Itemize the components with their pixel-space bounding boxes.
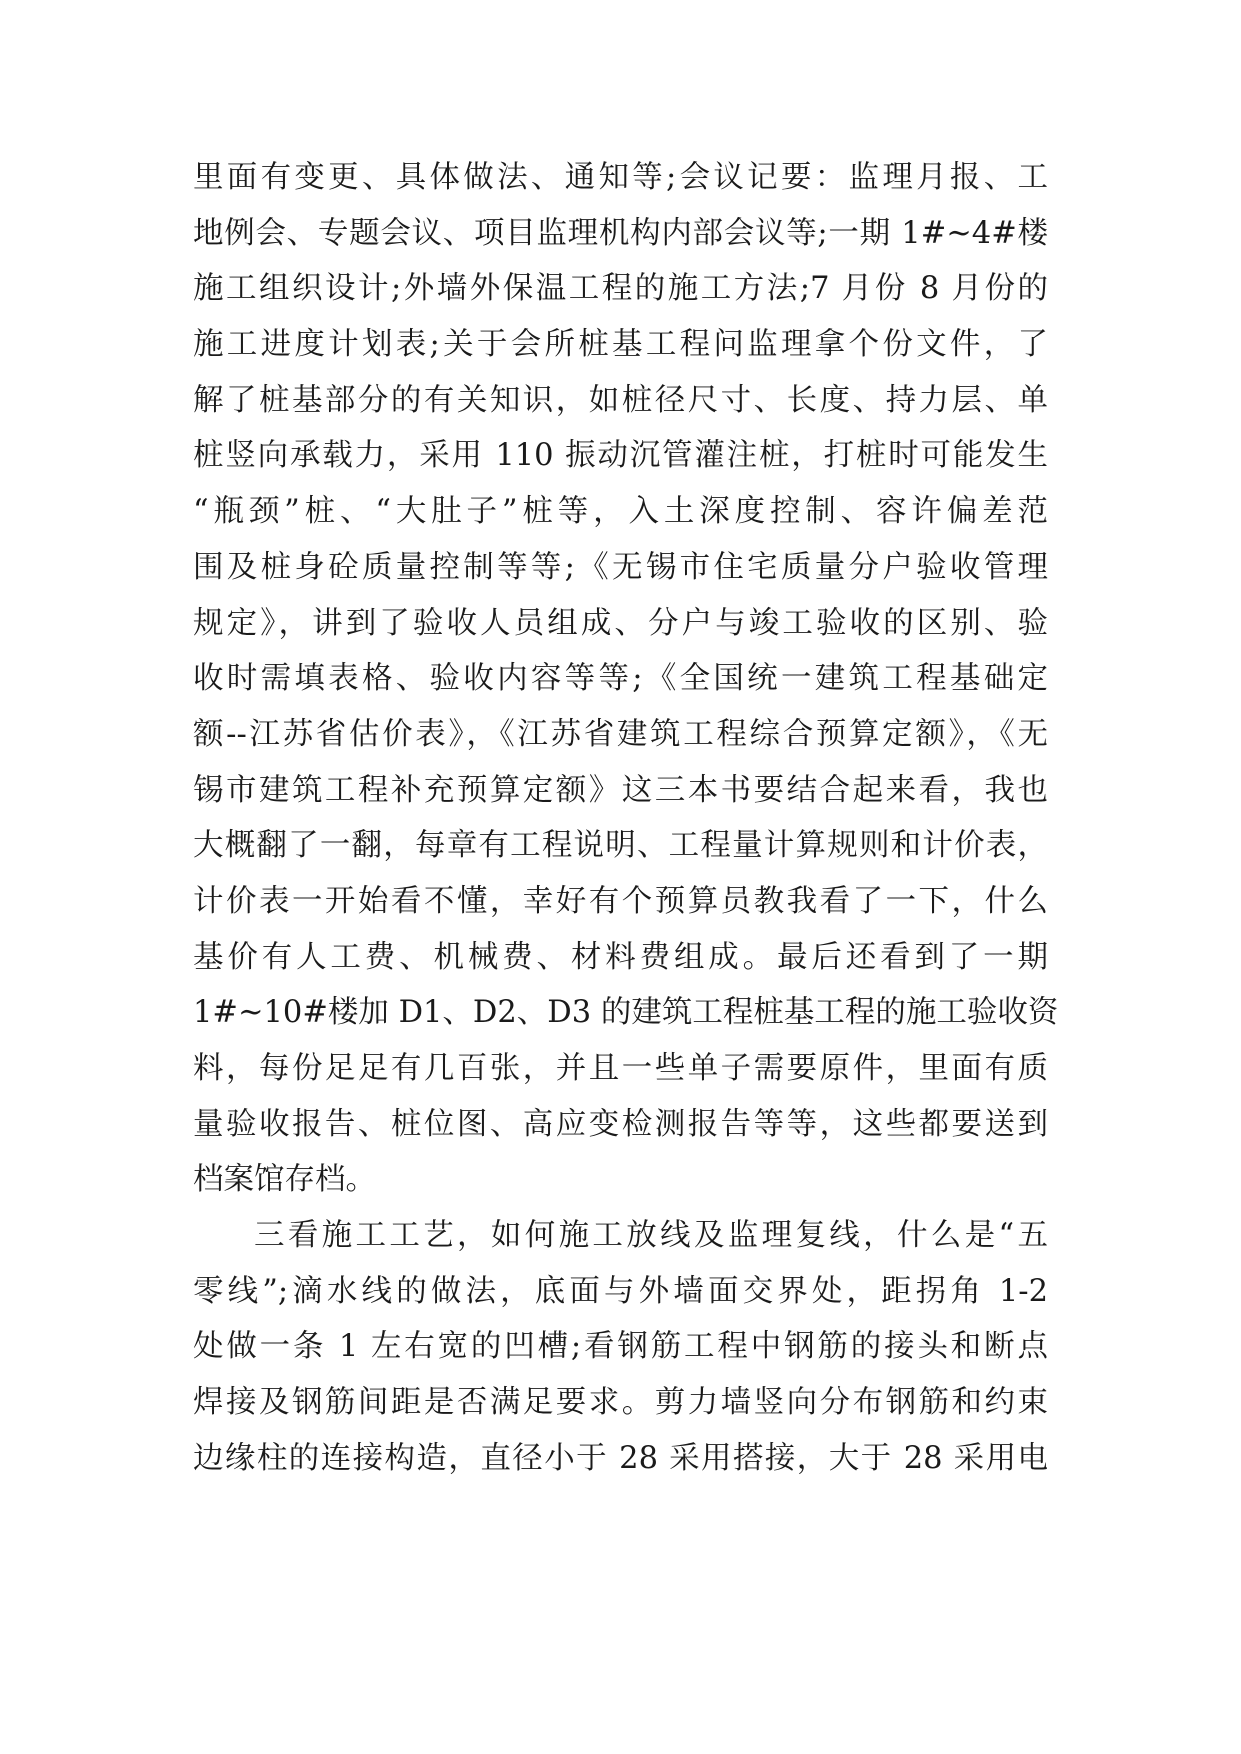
text-line: 额--江苏省估价表》，《江苏省建筑工程综合预算定额》，《无 xyxy=(193,716,1048,752)
text-line: 桩竖向承载力，采用 110 振动沉管灌注桩，打桩时可能发生 xyxy=(193,438,1048,474)
text-line: 三看施工工艺，如何施工放线及监理复线，什么是“五 xyxy=(254,1218,1048,1254)
paragraph-1 xyxy=(193,150,1059,1208)
text-line: 大概翻了一翻，每章有工程说明、工程量计算规则和计价表， xyxy=(193,828,1048,864)
text-line: 量验收报告、桩位图、高应变检测报告等等，这些都要送到 xyxy=(193,1106,1048,1142)
text-line: 解了桩基部分的有关知识，如桩径尺寸、长度、持力层、单 xyxy=(193,382,1048,418)
text-line: “瓶颈”桩、“大肚子”桩等，入土深度控制、容许偏差范 xyxy=(193,494,1048,530)
text-line: 料，每份足足有几百张，并且一些单子需要原件，里面有质 xyxy=(193,1051,1048,1086)
text-line: 档案馆存档。 xyxy=(193,1162,376,1198)
text-line: 规定》，讲到了验收人员组成、分户与竣工验收的区别、验 xyxy=(193,605,1048,641)
text-line: 计价表一开始看不懂，幸好有个预算员教我看了一下，什么 xyxy=(193,883,1048,919)
paragraph-2 xyxy=(193,1208,1048,1486)
text-line: 施工组织设计;外墙外保温工程的施工方法;7 月份 8 月份的 xyxy=(193,271,1048,307)
text-line: 焊接及钢筋间距是否满足要求。剪力墙竖向分布钢筋和约束 xyxy=(193,1385,1048,1421)
text-line: 边缘柱的连接构造，直径小于 28 采用搭接，大于 28 采用电 xyxy=(193,1440,1048,1476)
text-line: 围及桩身砼质量控制等等;《无锡市住宅质量分户验收管理 xyxy=(193,549,1048,585)
text-line: 基价有人工费、机械费、材料费组成。最后还看到了一期 xyxy=(193,939,1048,975)
text-line: 地例会、专题会议、项目监理机构内部会议等;一期 1#~4#楼 xyxy=(193,215,1048,251)
text-line: 零线”;滴水线的做法，底面与外墙面交界处，距拐角 1-2 xyxy=(193,1273,1048,1309)
text-line: 里面有变更、具体做法、通知等;会议记要：监理月报、工 xyxy=(193,160,1048,195)
text-line: 1#~10#楼加 D1、D2、D3 的建筑工程桩基工程的施工验收资 xyxy=(193,995,1059,1031)
document-body xyxy=(193,150,1059,1487)
text-line: 收时需填表格、验收内容等等;《全国统一建筑工程基础定 xyxy=(193,661,1048,697)
text-line: 锡市建筑工程补充预算定额》这三本书要结合起来看，我也 xyxy=(193,772,1048,808)
text-line: 处做一条 1 左右宽的凹槽;看钢筋工程中钢筋的接头和断点 xyxy=(193,1329,1048,1365)
text-line: 施工进度计划表;关于会所桩基工程问监理拿个份文件，了 xyxy=(193,327,1048,363)
